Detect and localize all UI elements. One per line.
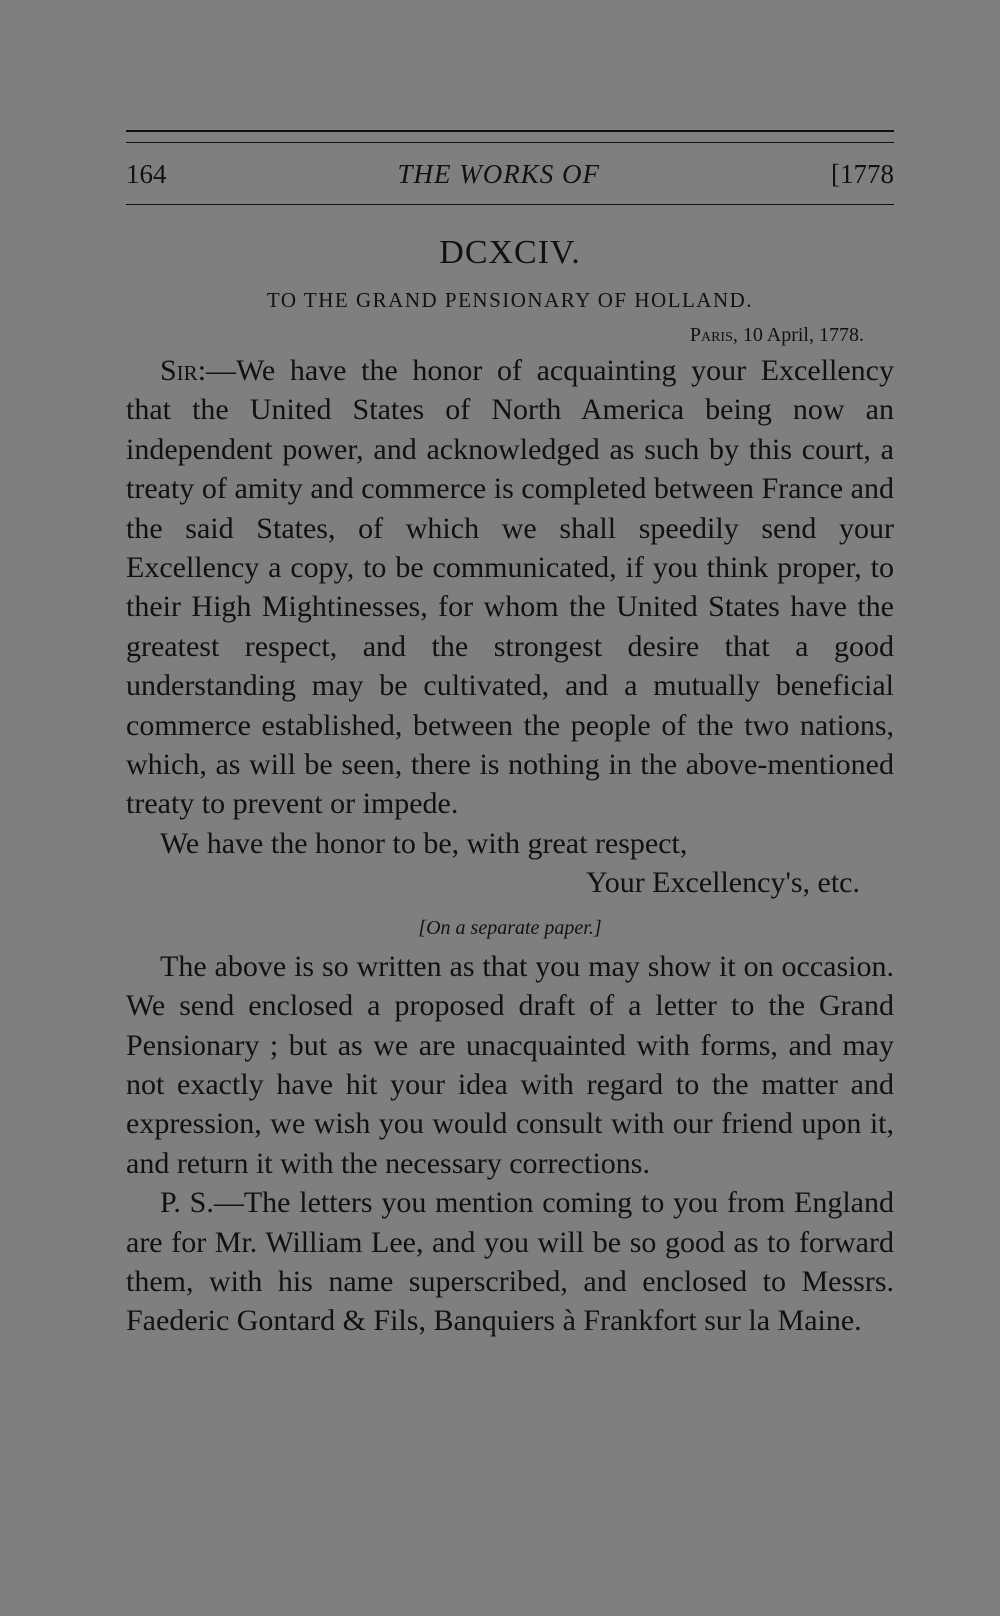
letter-closing: Your Excellency's, etc. xyxy=(586,866,860,900)
running-title: THE WORKS OF xyxy=(397,159,600,189)
page-number: 164 xyxy=(126,159,167,189)
book-page xyxy=(126,130,894,1341)
top-rule xyxy=(126,130,894,132)
letter-paragraph-1 xyxy=(126,351,894,824)
letter-paragraph-2: We have the honor to be, with great respect, xyxy=(160,826,688,860)
dateline-date: 10 April, 1778. xyxy=(742,324,864,346)
postscript-paragraph: P. S.—The letters you mention coming to you from England are for Mr. William Lee, and you will be so good as to forward them, with his name superscribed, and enclosed to Messrs. Faederic Gontard & Fils, Banquiers à Frankfort sur la Maine. xyxy=(126,1186,894,1338)
running-header xyxy=(126,159,894,190)
letter-paragraph-3: The above is so written as that you may show it on occasion. We send enclosed a proposed draft of a letter to the Grand Pensionary ; but as we are unacquainted with forms, and may not exactly have hit your idea with regard to the matter and expression, we wish you would consult with our friend upon it, and return it with the necessary corrections. xyxy=(126,949,894,1180)
header-rule xyxy=(126,204,894,205)
dateline-city: Paris, xyxy=(689,324,738,346)
dateline xyxy=(126,323,894,347)
document-number: DCXCIV. xyxy=(439,234,581,271)
header-year: [1778 xyxy=(831,159,894,189)
salutation: Sir xyxy=(160,354,198,387)
top-rule-second xyxy=(126,142,894,143)
addressee-heading: TO THE GRAND PENSIONARY OF HOLLAND. xyxy=(266,288,754,312)
separate-paper-note: [On a separate paper.] xyxy=(418,916,602,939)
paragraph-1-text: :—We have the honor of acquainting your Excellency that the United States of North America being now an independent power, and acknowledged as such by this court, a treaty of amity and commerce is completed between France and the said States, of which we shall speedily send your Excellency a copy, to be communicated, if you think proper, to their High Mightinesses, for whom the United States have the greatest respect, and the strongest desire that a good understanding may be cultivated, and a mutually beneficial commerce established, between the people of the two nations, which, as will be seen, there is nothing in the above-mentioned treaty to prevent or impede. xyxy=(126,354,894,821)
